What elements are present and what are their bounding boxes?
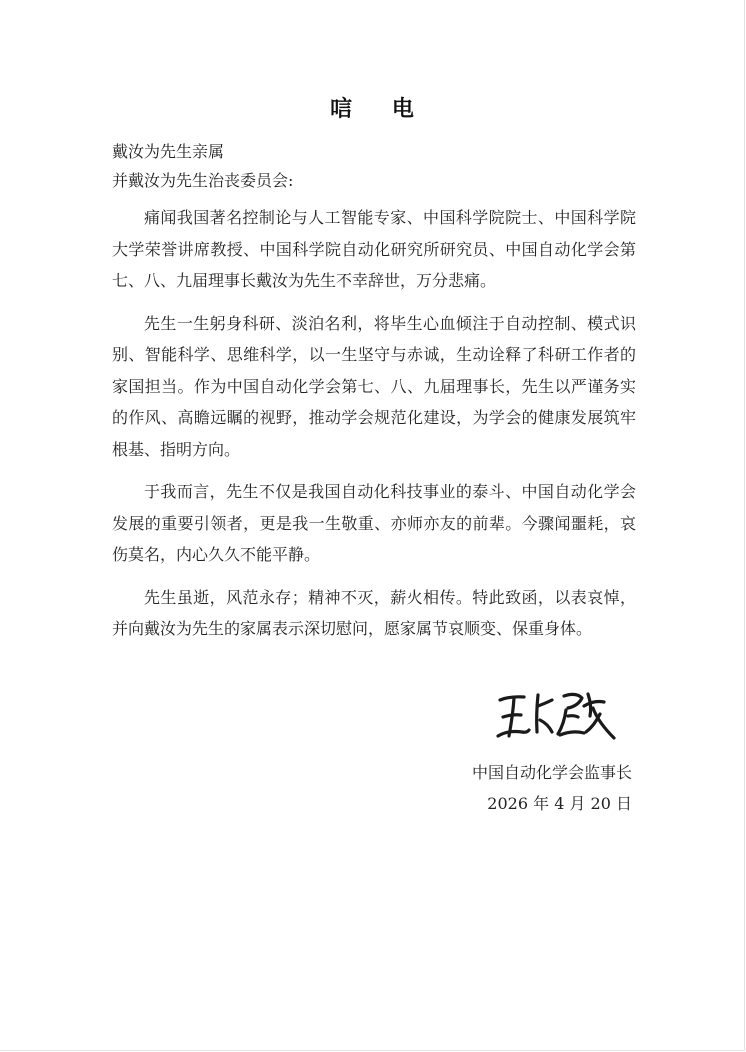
salutation bbox=[112, 137, 652, 195]
letter-body bbox=[112, 202, 636, 656]
salutation-line: 并戴汝为先生治丧委员会: bbox=[112, 171, 294, 190]
body-paragraph: 先生一生躬身科研、淡泊名利，将毕生心血倾注于自动控制、模式识别、智能科学、思维科学，以一生坚守与赤诚，生动诠释了科研工作者的家国担当。作为中国自动化学会第七、八、九届理事长，先生以严谨务实的作风、高瞻远瞩的视野，推动学会规范化建设，为学会的健康发展筑牢根基、指明方向。 bbox=[112, 313, 636, 459]
document-title: 唁 电 bbox=[330, 97, 430, 122]
sender-organization: 中国自动化学会监事长 bbox=[471, 763, 632, 782]
body-paragraph: 痛闻我国著名控制论与人工智能专家、中国科学院院士、中国科学院大学荣誉讲席教授、中国科学院自动化研究所研究员、中国自动化学会第七、八、九届理事长戴汝为先生不幸辞世，万分悲痛。 bbox=[112, 208, 636, 290]
letter-date: 2026 年 4 月 20 日 bbox=[487, 794, 632, 813]
handwritten-signature bbox=[494, 686, 620, 744]
salutation-line: 戴汝为先生亲属 bbox=[112, 142, 225, 161]
body-paragraph: 先生虽逝，风范永存；精神不灭，薪火相传。特此致函，以表哀悼，并向戴汝为先生的家属表示深切慰问，愿家属节哀顺变、保重身体。 bbox=[112, 587, 636, 638]
body-paragraph: 于我而言，先生不仅是我国自动化科技事业的泰斗、中国自动化学会发展的重要引领者，更是我一生敬重、亦师亦友的前辈。今骤闻噩耗，哀伤莫名，内心久久不能平静。 bbox=[112, 482, 636, 564]
